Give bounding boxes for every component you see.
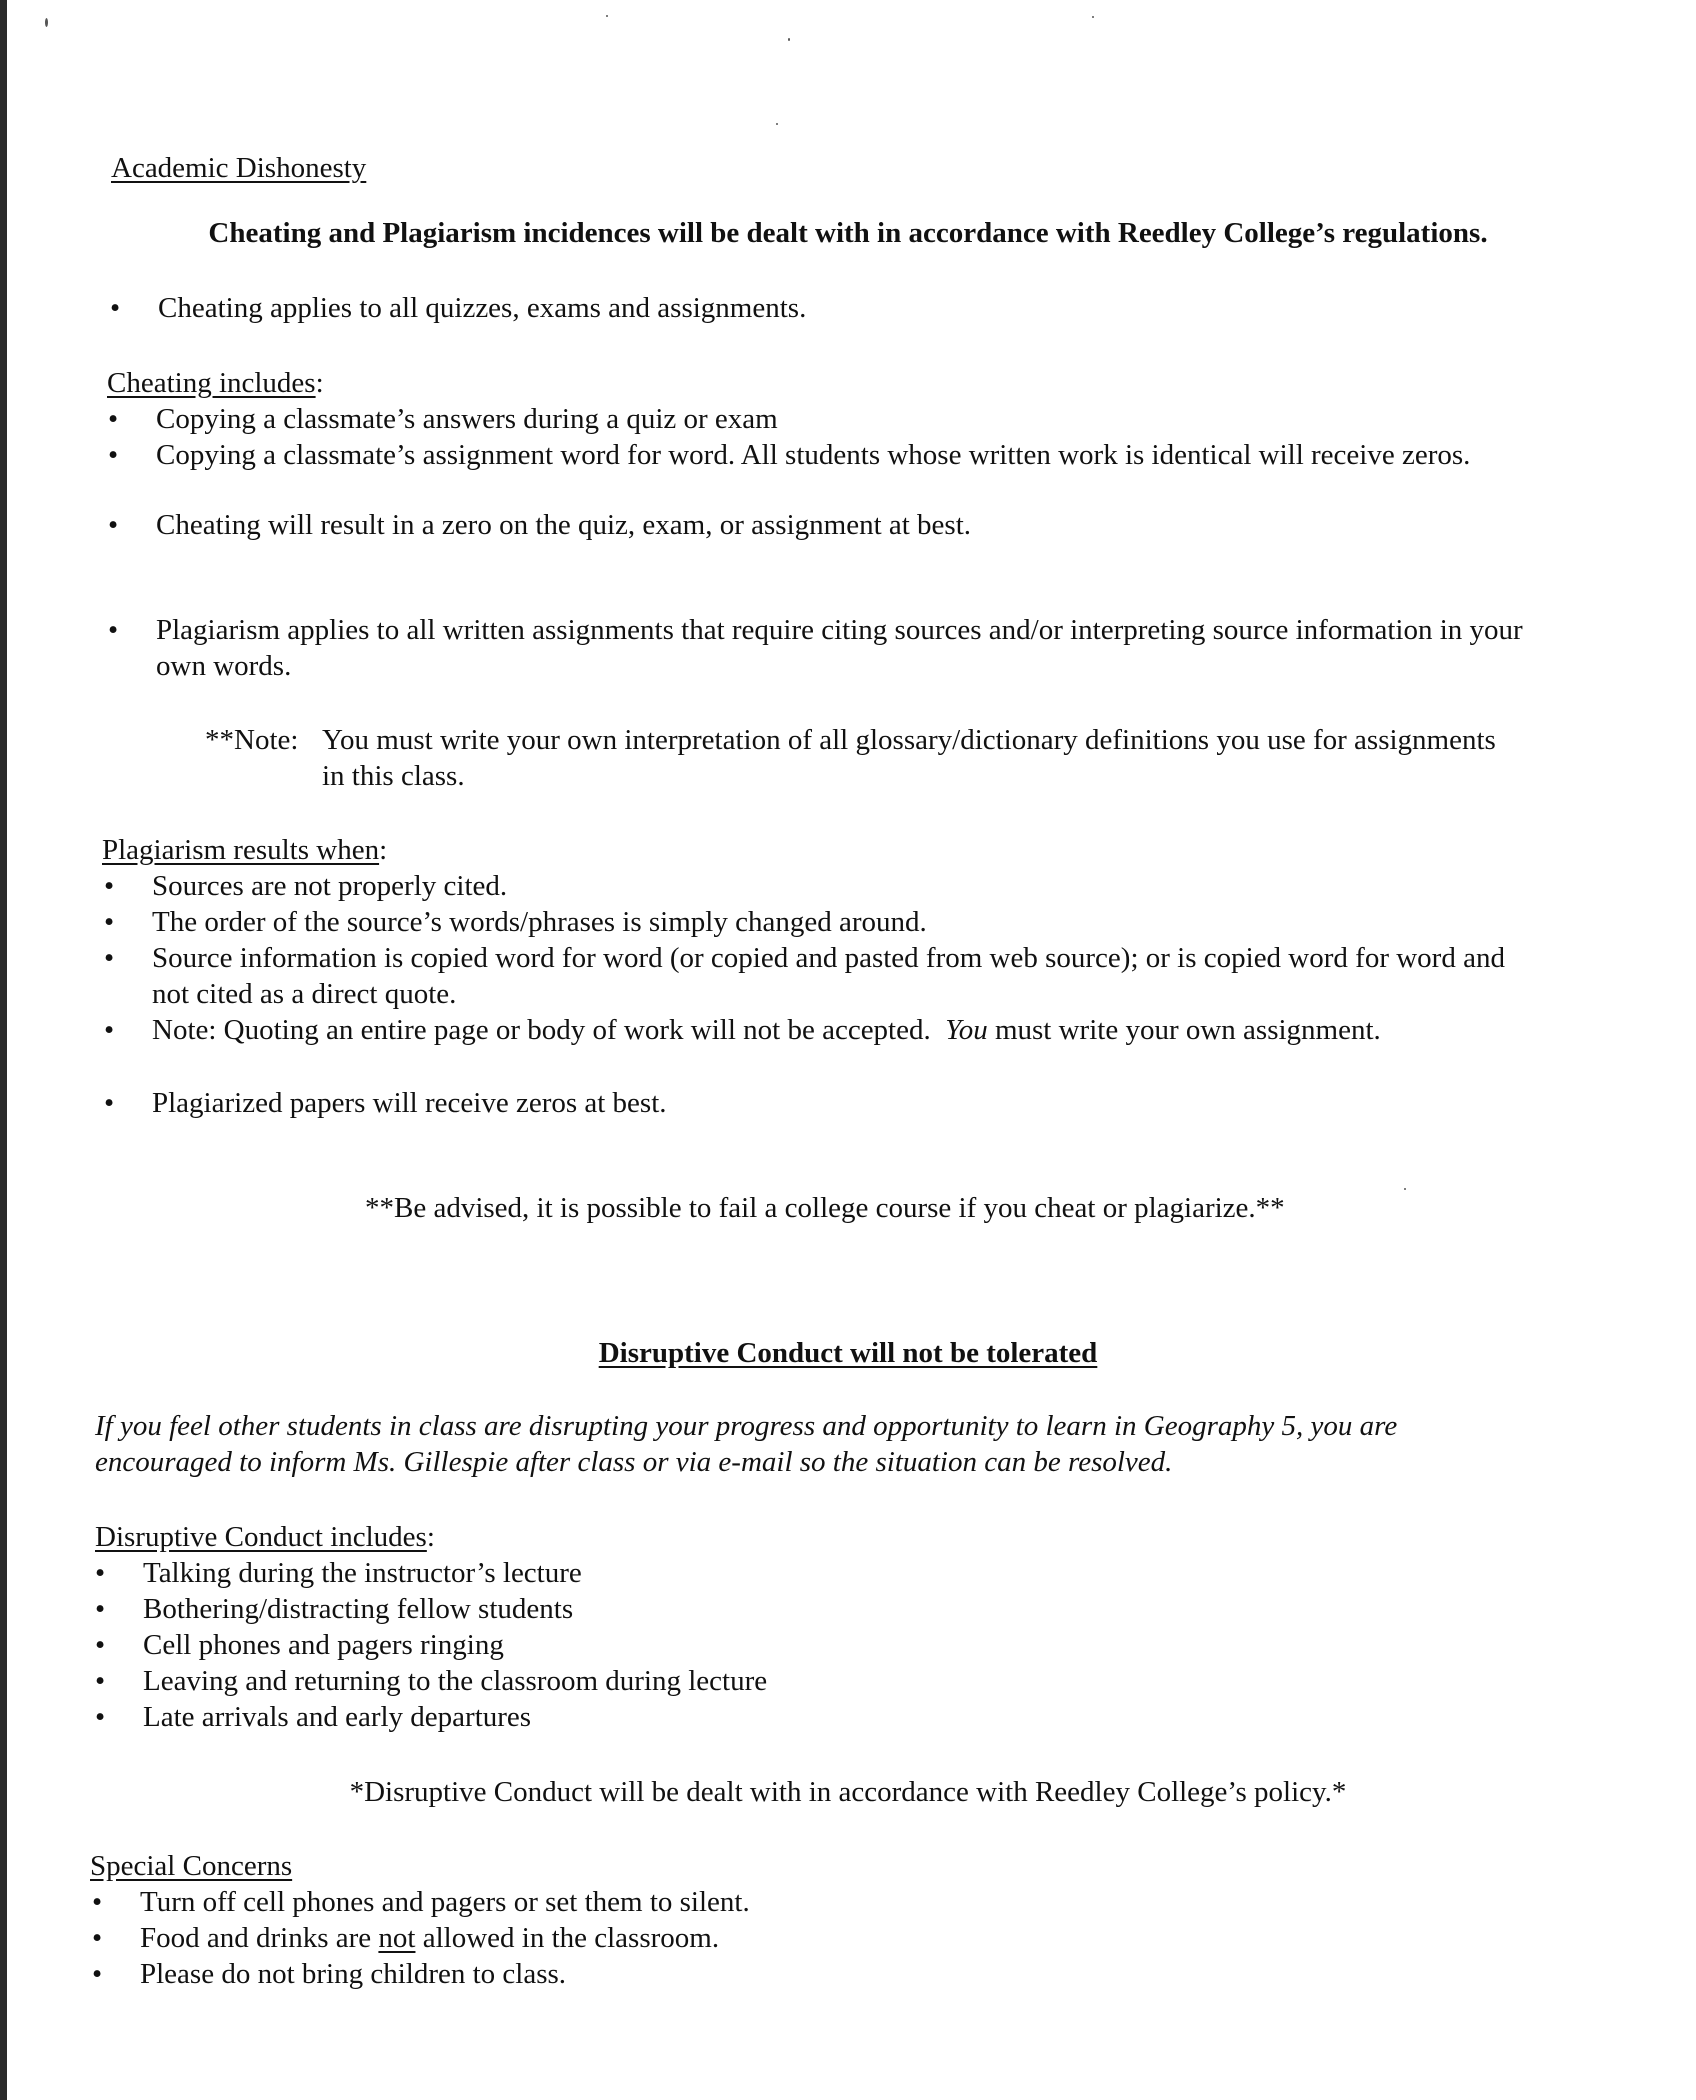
disruptive-intro-line2: encouraged to inform Ms. Gillespie after class or via e-mail so the situation can be resolved.	[95, 1446, 1173, 1478]
plagiarism-applies-line2: own words.	[156, 650, 292, 682]
list-item: • Turn off cell phones and pagers or set them to silent.	[140, 1884, 750, 1920]
academic-statement: Cheating and Plagiarism incidences will be dealt with in accordance with Reedley College’s regulations.	[208, 217, 1488, 249]
disruptive-items-list	[143, 1555, 767, 1735]
list-item: • Cheating will result in a zero on the quiz, exam, or assignment at best.	[156, 507, 971, 543]
cheating-includes-heading: Cheating includes:	[107, 367, 324, 399]
list-item: • Plagiarized papers will receive zeros at best.	[152, 1085, 667, 1121]
list-item-line2: not cited as a direct quote.	[152, 978, 457, 1010]
disruptive-includes-label: Disruptive Conduct includes	[95, 1521, 427, 1553]
disruptive-policy: *Disruptive Conduct will be dealt with in accordance with Reedley College’s policy.*	[349, 1776, 1347, 1808]
list-item	[152, 940, 1505, 1012]
list-item: • The order of the source’s words/phrases is simply changed around.	[152, 904, 1505, 940]
advisory-note: **Be advised, it is possible to fail a college course if you cheat or plagiarize.**	[365, 1192, 1285, 1224]
special-heading: Special Concerns	[90, 1850, 293, 1882]
plagiarism-results-heading: Plagiarism results when:	[102, 834, 388, 866]
list-item: • Sources are not properly cited.	[152, 868, 1505, 904]
list-item-line1: Source information is copied word for word (or copied and pasted from web source); or is copied word for word and	[152, 942, 1505, 974]
food-text: Food and drinks are	[140, 1922, 372, 1954]
note-text	[322, 722, 1496, 794]
plagiarism-results-label: Plagiarism results when	[102, 834, 380, 866]
disruptive-includes-heading: Disruptive Conduct includes:	[95, 1521, 435, 1553]
list-item: • Copying a classmate’s answers during a quiz or exam	[156, 401, 1470, 437]
scan-speck	[776, 123, 778, 125]
disruptive-intro	[95, 1408, 1397, 1480]
list-item: • Leaving and returning to the classroom during lecture	[143, 1663, 767, 1699]
quote-note-end: must write your own assignment.	[994, 1014, 1381, 1046]
list-item: • Copying a classmate’s assignment word for word. All students whose written work is identical will receive zeros.	[156, 437, 1470, 473]
quote-note-emphasis: You	[945, 1014, 988, 1046]
note-line2: in this class.	[322, 760, 465, 792]
plagiarism-applies-line1: Plagiarism applies to all written assignments that require citing sources and/or interpreting source information in your	[156, 614, 1523, 646]
list-item: • Cheating applies to all quizzes, exams and assignments.	[158, 290, 806, 326]
list-item: • Bothering/distracting fellow students	[143, 1591, 767, 1627]
scan-speck	[45, 18, 48, 27]
list-item	[140, 1920, 750, 1956]
list-item: • Late arrivals and early departures	[143, 1699, 767, 1735]
note-line1: You must write your own interpretation of all glossary/dictionary definitions you use for assignments	[322, 724, 1496, 756]
scan-speck	[606, 15, 608, 17]
cheating-applies-list	[158, 290, 806, 326]
food-emphasis: not	[378, 1922, 416, 1954]
scan-speck	[788, 38, 790, 41]
list-item	[152, 1012, 1505, 1048]
list-item	[156, 612, 1523, 684]
plagiarized-papers-list	[152, 1085, 667, 1121]
list-item: • Cell phones and pagers ringing	[143, 1627, 767, 1663]
cheating-items-list	[156, 401, 1470, 473]
special-items-list	[140, 1884, 750, 1992]
cheating-result-list	[156, 507, 971, 543]
plagiarism-items-list	[152, 868, 1505, 1048]
list-item: • Talking during the instructor’s lecture	[143, 1555, 767, 1591]
plagiarism-applies-list	[156, 612, 1523, 684]
disruptive-intro-line1: If you feel other students in class are disrupting your progress and opportunity to learn in Geography 5, you are	[95, 1410, 1398, 1442]
note-label: **Note:	[205, 724, 299, 756]
scan-speck	[1092, 16, 1094, 18]
food-text-end: allowed in the classroom.	[422, 1922, 720, 1954]
quote-note: Note: Quoting an entire page or body of work will not be accepted.	[152, 1014, 931, 1046]
disruptive-heading: Disruptive Conduct will not be tolerated	[598, 1337, 1098, 1369]
scan-speck	[1404, 1188, 1406, 1190]
academic-heading: Academic Dishonesty	[111, 152, 367, 184]
list-item: • Please do not bring children to class.	[140, 1956, 750, 1992]
cheating-includes-label: Cheating includes	[107, 367, 316, 399]
